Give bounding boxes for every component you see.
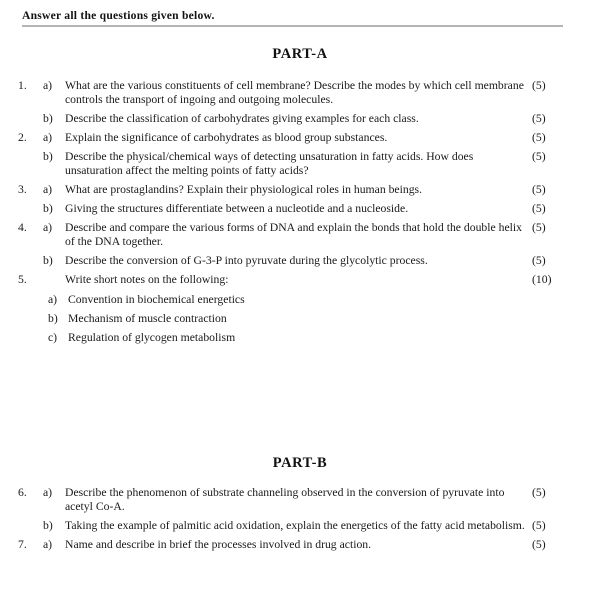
question-marks: (5) [532,182,546,196]
question-text: Taking the example of palmitic acid oxidation, explain the energetics of the fatty acid metabolism. [65,518,525,532]
question-text: Describe the conversion of G-3-P into pyruvate during the glycolytic process. [65,254,428,268]
question-marks: (5) [532,254,546,268]
question-marks: (10) [532,273,552,287]
question-part-label: a) [48,292,58,306]
question-text: Write short notes on the following: [65,273,229,287]
question-part-label: c) [48,330,58,344]
question-text: Giving the structures differentiate between a nucleotide and a nucleoside. [65,202,409,216]
section-heading-part-b: PART-B [272,455,328,471]
question-text: Name and describe in brief the processes involved in drug action. [65,537,372,551]
question-number: 1. [18,79,27,92]
question-marks: (5) [532,486,546,499]
question-text: Explain the significance of carbohydrates as blood group substances. [65,130,388,144]
question-part-label: a) [43,537,53,551]
question-part-label: b) [43,254,53,268]
question-part-label: a) [43,221,53,235]
question-text: Describe the physical/chemical ways of detecting unsaturation in fatty acids. How does unsaturation affect the melting points of fatty acids? [65,150,474,177]
instruction-text: Answer all the questions given below. [22,9,215,22]
instruction-header [22,8,563,27]
question-marks: (5) [532,518,546,532]
question-number: 2. [18,130,27,144]
question-part-label: a) [43,130,53,144]
question-text: What are prostaglandins? Explain their physiological roles in human beings. [65,182,423,196]
question-number: 4. [18,221,27,235]
question-marks: (5) [532,202,546,216]
question-part-label: b) [43,202,53,216]
question-text: What are the various constituents of cell membrane? Describe the modes by which cell membrane controls the transport of ingoing and outgoing molecules. [65,79,524,106]
question-part-label: b) [43,150,53,164]
question-part-label: b) [43,518,53,532]
question-number: 7. [18,537,27,551]
question-marks: (5) [532,79,546,92]
header-divider-rule [22,25,563,27]
question-text: Describe the classification of carbohydrates giving examples for each class. [65,111,419,125]
question-marks: (5) [532,537,546,551]
question-text: Mechanism of muscle contraction [68,311,227,325]
question-part-label: a) [43,182,53,196]
question-text: Describe and compare the various forms of DNA and explain the bonds that hold the double helix of the DNA together. [65,221,522,248]
question-number: 5. [18,273,27,287]
section-heading-part-a: PART-A [272,46,328,62]
question-text: Describe the phenomenon of substrate channeling observed in the conversion of pyruvate into acetyl Co-A. [65,486,505,513]
question-part-label: b) [43,111,53,125]
question-marks: (5) [532,130,546,144]
question-part-label: a) [43,79,53,92]
question-marks: (5) [532,150,546,164]
question-part-label: a) [43,486,53,499]
question-text: Convention in biochemical energetics [68,292,245,306]
question-number: 6. [18,486,27,499]
question-part-label: b) [48,311,58,325]
question-number: 3. [18,182,27,196]
question-text: Regulation of glycogen metabolism [68,330,236,344]
question-marks: (5) [532,111,546,125]
question-marks: (5) [532,221,546,235]
